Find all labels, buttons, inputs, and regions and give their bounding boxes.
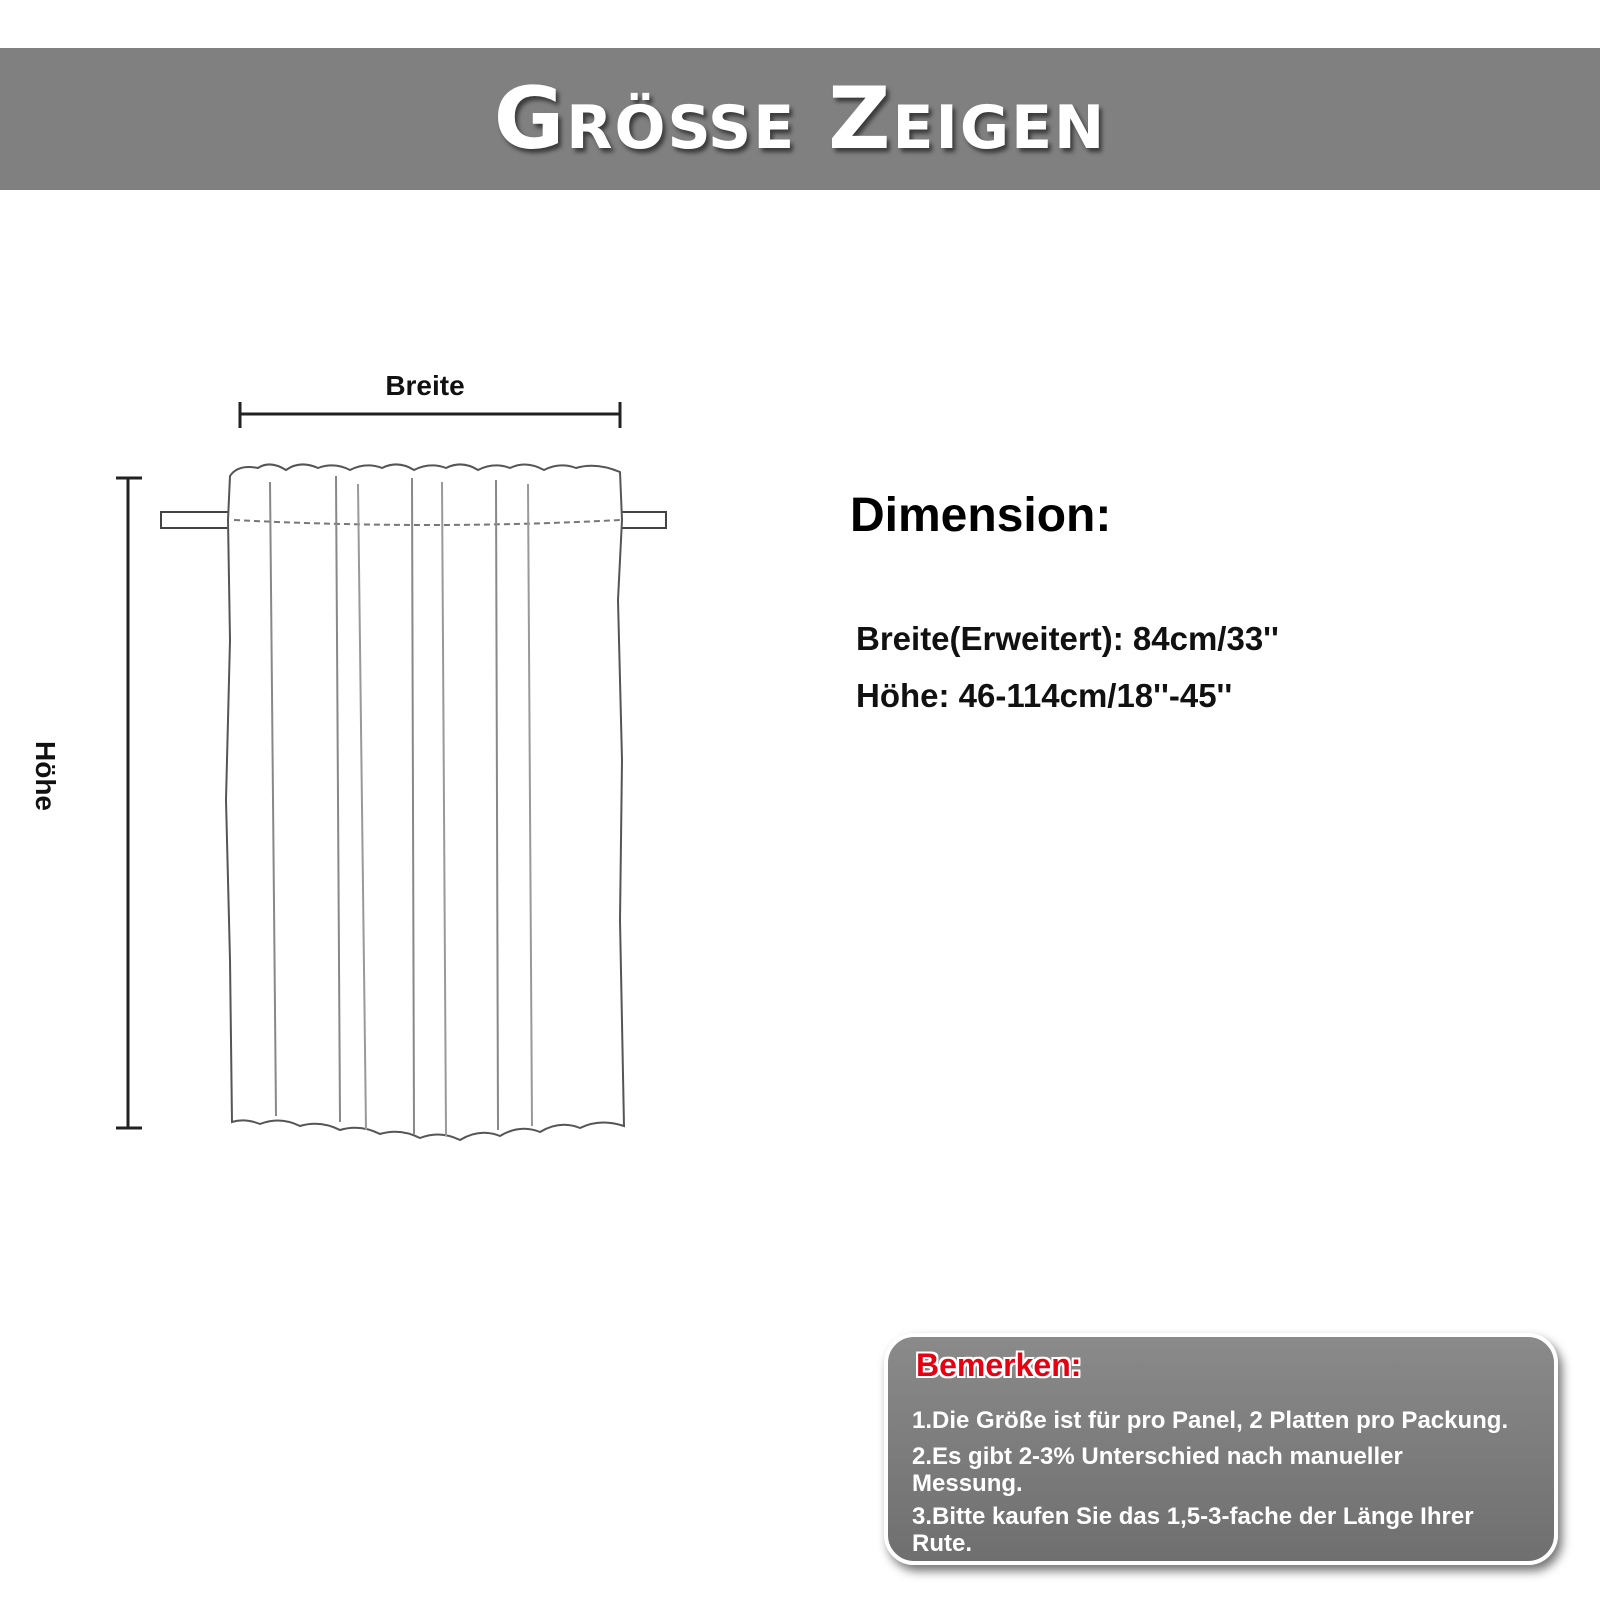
width-dimension-line [240, 402, 620, 428]
width-label: Breite [385, 370, 465, 401]
note-item: 2.Es gibt 2-3% Unterschied nach manueller Messung. [912, 1443, 1403, 1497]
curtain-panel [226, 464, 624, 1140]
curtain-diagram [0, 0, 760, 1200]
spec-height: Höhe: 46-114cm/18''-45'' [856, 677, 1233, 714]
dimension-heading: Dimension: [850, 489, 1112, 542]
page-title: Größe Zeigen [493, 69, 1107, 169]
notes-title: Bemerken: [916, 1347, 1082, 1383]
note-item: 3.Bitte kaufen Sie das 1,5-3-fache der Länge Ihrer Rute. [912, 1503, 1474, 1557]
height-label: Höhe [30, 741, 61, 811]
notes-box [884, 1333, 1558, 1565]
spec-width: Breite(Erweitert): 84cm/33'' [856, 620, 1279, 657]
height-dimension-line [116, 478, 142, 1128]
note-item: 1.Die Größe ist für pro Panel, 2 Platten pro Packung. [912, 1407, 1509, 1434]
